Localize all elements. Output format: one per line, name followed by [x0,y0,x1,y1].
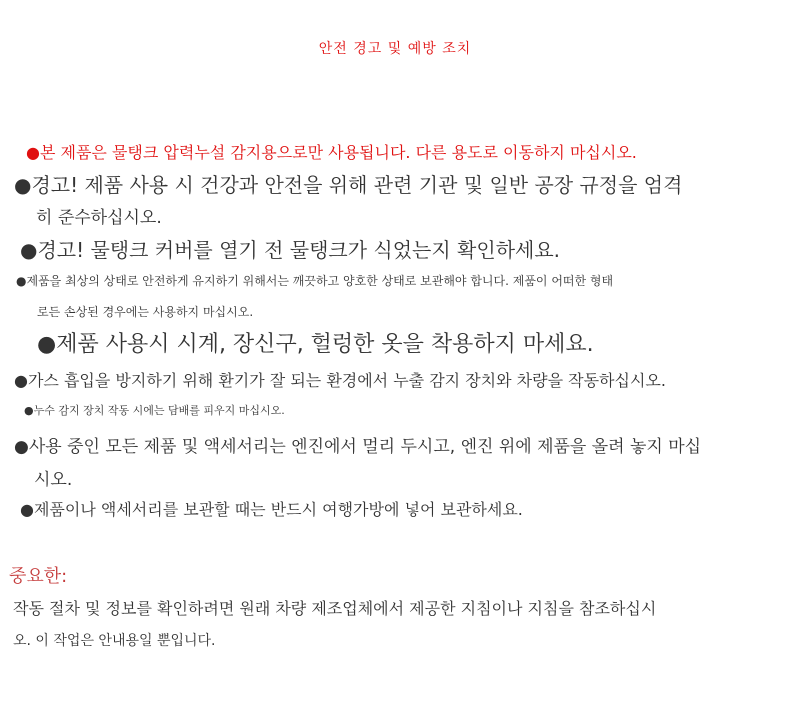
warning-regulations: ●경고! 제품 사용 시 건강과 안전을 위해 관련 기관 및 일반 공장 규정을 엄격 [14,173,683,197]
notice-keep-away-engine-cont: 시오. [34,470,73,490]
notice-storage-condition-cont: 로든 손상된 경우에는 사용하지 마십시오. [37,305,254,319]
warning-regulations-cont: 히 준수하십시오. [36,208,162,228]
important-text-line-cont: 오. 이 작업은 안내용일 뿐입니다. [13,633,216,649]
important-heading: 중요한: [9,566,68,587]
notice-no-smoking: ●누수 감지 장치 작동 시에는 담배를 피우지 마십시오. [24,404,285,417]
notice-storage-case: ●제품이나 액세서리를 보관할 때는 반드시 여행가방에 넣어 보관하세요. [20,500,523,519]
notice-keep-away-engine: ●사용 중인 모든 제품 및 액세서리는 엔진에서 멀리 두시고, 엔진 위에 제품을 올려 놓지 마십 [14,437,702,457]
notice-storage-condition: ●제품을 최상의 상태로 안전하게 유지하기 위해서는 깨끗하고 양호한 상태로 보관해야 합니다. 제품이 어떠한 형태 [16,274,614,288]
notice-ventilation: ●가스 흡입을 방지하기 위해 환기가 잘 되는 환경에서 누출 감지 장치와 차량을 작동하십시오. [14,371,666,390]
important-text-line: 작동 절차 및 정보를 확인하려면 원래 차량 제조업체에서 제공한 지침이나 지침을 참조하십시 [13,599,657,618]
notice-no-jewelry: ●제품 사용시 시계, 장신구, 헐렁한 옷을 착용하지 마세요. [37,332,594,357]
warning-tank-cover: ●경고! 물탱크 커버를 열기 전 물탱크가 식었는지 확인하세요. [20,238,561,262]
notice-usage-only: ●본 제품은 물탱크 압력누설 감지용으로만 사용됩니다. 다른 용도로 이동하지 마십시오. [26,143,637,162]
page-title: 안전 경고 및 예방 조치 [318,41,472,57]
